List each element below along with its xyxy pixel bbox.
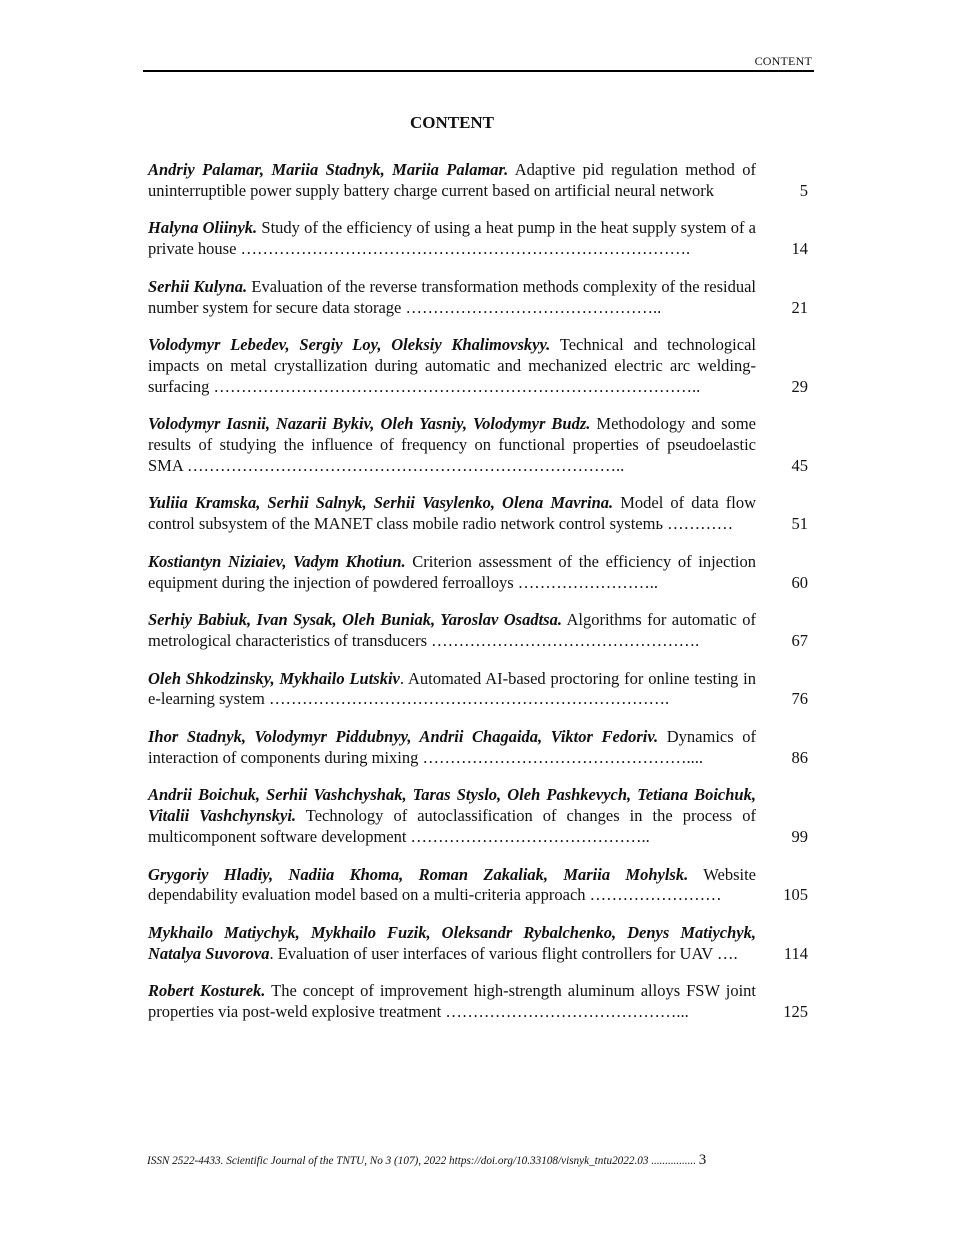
toc-entry[interactable] [148, 218, 808, 259]
entry-authors: Volodymyr Lebedev, Sergiy Loy, Oleksiy Khalimovskyy. [148, 335, 551, 355]
entry-text [148, 865, 756, 906]
entry-title: Model of data flow control subsystem of the MANET class mobile radio network control systemь ………… [148, 493, 756, 534]
toc-entry[interactable] [148, 277, 808, 318]
entry-text [148, 414, 756, 476]
entry-title: The concept of improvement high-strength aluminum alloys FSW joint properties via post-weld explosive treatment ……………………………………... [148, 981, 756, 1022]
entry-text [148, 727, 756, 768]
toc-entry[interactable] [148, 493, 808, 534]
entry-authors: Robert Kosturek. [148, 981, 266, 1001]
entry-page-number: 51 [791, 514, 808, 534]
entry-text [148, 160, 756, 201]
entry-page-number: 125 [783, 1002, 808, 1022]
entry-text [148, 981, 756, 1022]
toc-entry[interactable] [148, 923, 808, 964]
entry-page-number: 99 [791, 826, 808, 846]
page-title: CONTENT [409, 113, 495, 132]
toc-entry[interactable] [148, 669, 808, 710]
entry-page-number: 21 [791, 297, 808, 317]
entry-title: Algorithms for automatic of metrological characteristics of transducers …………………………………………. [148, 610, 756, 650]
entry-title: Website dependability evaluation model based on a multi-criteria approach …………………… [148, 864, 756, 905]
toc-entry[interactable] [148, 981, 808, 1022]
entry-authors: Halyna Oliinyk. [148, 218, 258, 238]
entry-page-number: 5 [799, 180, 808, 200]
toc-entry[interactable] [148, 414, 808, 476]
entry-authors: Oleh Shkodzinsky, Mykhailo Lutskiv [148, 668, 400, 688]
entry-authors: Serhii Kulyna. [148, 276, 248, 296]
entry-text [148, 493, 756, 534]
entry-page-number: 114 [783, 943, 808, 963]
entry-title: Methodology and some results of studying the influence of frequency on functional properties of pseudoelastic SMA …………………………………………………………………….. [148, 414, 756, 475]
entry-authors: Volodymyr Iasnii, Nazarii Bykiv, Oleh Yasniy, Volodymyr Budz. [148, 414, 591, 434]
entry-text [148, 218, 756, 259]
entry-title: Study of the efficiency of using a heat pump in the heat supply system of a private house ………………………………………………………………………. [148, 218, 756, 259]
entry-page-number: 14 [791, 239, 808, 259]
entry-text [148, 785, 756, 847]
entry-page-number: 76 [791, 689, 808, 709]
entry-text [148, 335, 756, 397]
entry-text [148, 669, 756, 710]
entry-page-number: 67 [791, 630, 808, 650]
entry-title: . Evaluation of user interfaces of various flight controllers for UAV …. [269, 943, 738, 963]
toc-entry[interactable] [148, 610, 808, 651]
toc-entry[interactable] [148, 335, 808, 397]
entry-page-number: 60 [791, 572, 808, 592]
entry-title: Evaluation of the reverse transformation methods complexity of the residual number system for secure data storage ……………………………………….. [148, 276, 756, 317]
header-rule [143, 70, 814, 72]
entry-text [148, 610, 756, 651]
entry-authors: Andrii Boichuk, Serhii Vashchyshak, Taras Styslo, Oleh Pashkevych, Tetiana Boichuk, Vitalii Vashchynskyi. [148, 785, 756, 826]
running-head: CONTENT [754, 54, 812, 68]
entry-page-number: 86 [791, 747, 808, 767]
table-of-contents [148, 160, 808, 1040]
entry-title: Dynamics of interaction of components during mixing ………………………………………….... [148, 727, 756, 767]
entry-text [148, 552, 756, 593]
toc-entry[interactable] [148, 865, 808, 906]
toc-entry[interactable] [148, 552, 808, 593]
entry-text [148, 277, 756, 318]
entry-page-number: 29 [791, 376, 808, 396]
entry-title: Technical and technological impacts on metal crystallization during automatic and mechanized electric arc welding-surfacing …………………………………………………………………………….. [148, 335, 756, 396]
toc-entry[interactable] [148, 785, 808, 847]
entry-authors: Mykhailo Matiychyk, Mykhailo Fuzik, Oleksandr Rybalchenko, Denys Matiychyk, Natalya Suvorova [148, 922, 756, 963]
entry-title: Technology of autoclassification of changes in the process of multicomponent software development …………………………………….. [148, 806, 756, 846]
page-footer [147, 1152, 813, 1169]
entry-authors: Serhiy Babiuk, Ivan Sysak, Oleh Buniak, Yaroslav Osadtsa. [148, 610, 562, 630]
footer-citation: ISSN 2522-4433. Scientific Journal of the TNTU, No 3 (107), 2022 https://doi.org/10.33108/visnyk_tntu2022.03 ................ [147, 1155, 696, 1167]
entry-authors: Kostiantyn Niziaiev, Vadym Khotiun. [148, 551, 406, 571]
entry-title: Criterion assessment of the efficiency of injection equipment during the injection of powdered ferroalloys …………………….. [148, 551, 756, 592]
footer-page-number: 3 [698, 1152, 707, 1168]
entry-page-number: 105 [783, 885, 808, 905]
entry-authors: Yuliia Kramska, Serhii Salnyk, Serhii Vasylenko, Olena Mavrina. [148, 493, 614, 513]
entry-authors: Ihor Stadnyk, Volodymyr Piddubnyy, Andrii Chagaida, Viktor Fedoriv. [148, 727, 659, 747]
toc-entry[interactable] [148, 160, 808, 201]
entry-text [148, 923, 756, 964]
entry-page-number: 45 [791, 455, 808, 475]
entry-authors: Andriy Palamar, Mariia Stadnyk, Mariia Palamar. [148, 160, 509, 179]
entry-title: . Automated AI-based proctoring for online testing in e-learning system ………………………………………………………………. [148, 668, 756, 709]
entry-title: Adaptive pid regulation method of uninterruptible power supply battery charge current based on artificial neural network [148, 160, 756, 200]
entry-authors: Grygoriy Hladiy, Nadiia Khoma, Roman Zakaliak, Mariia Mohylsk. [148, 864, 689, 884]
toc-entry[interactable] [148, 727, 808, 768]
